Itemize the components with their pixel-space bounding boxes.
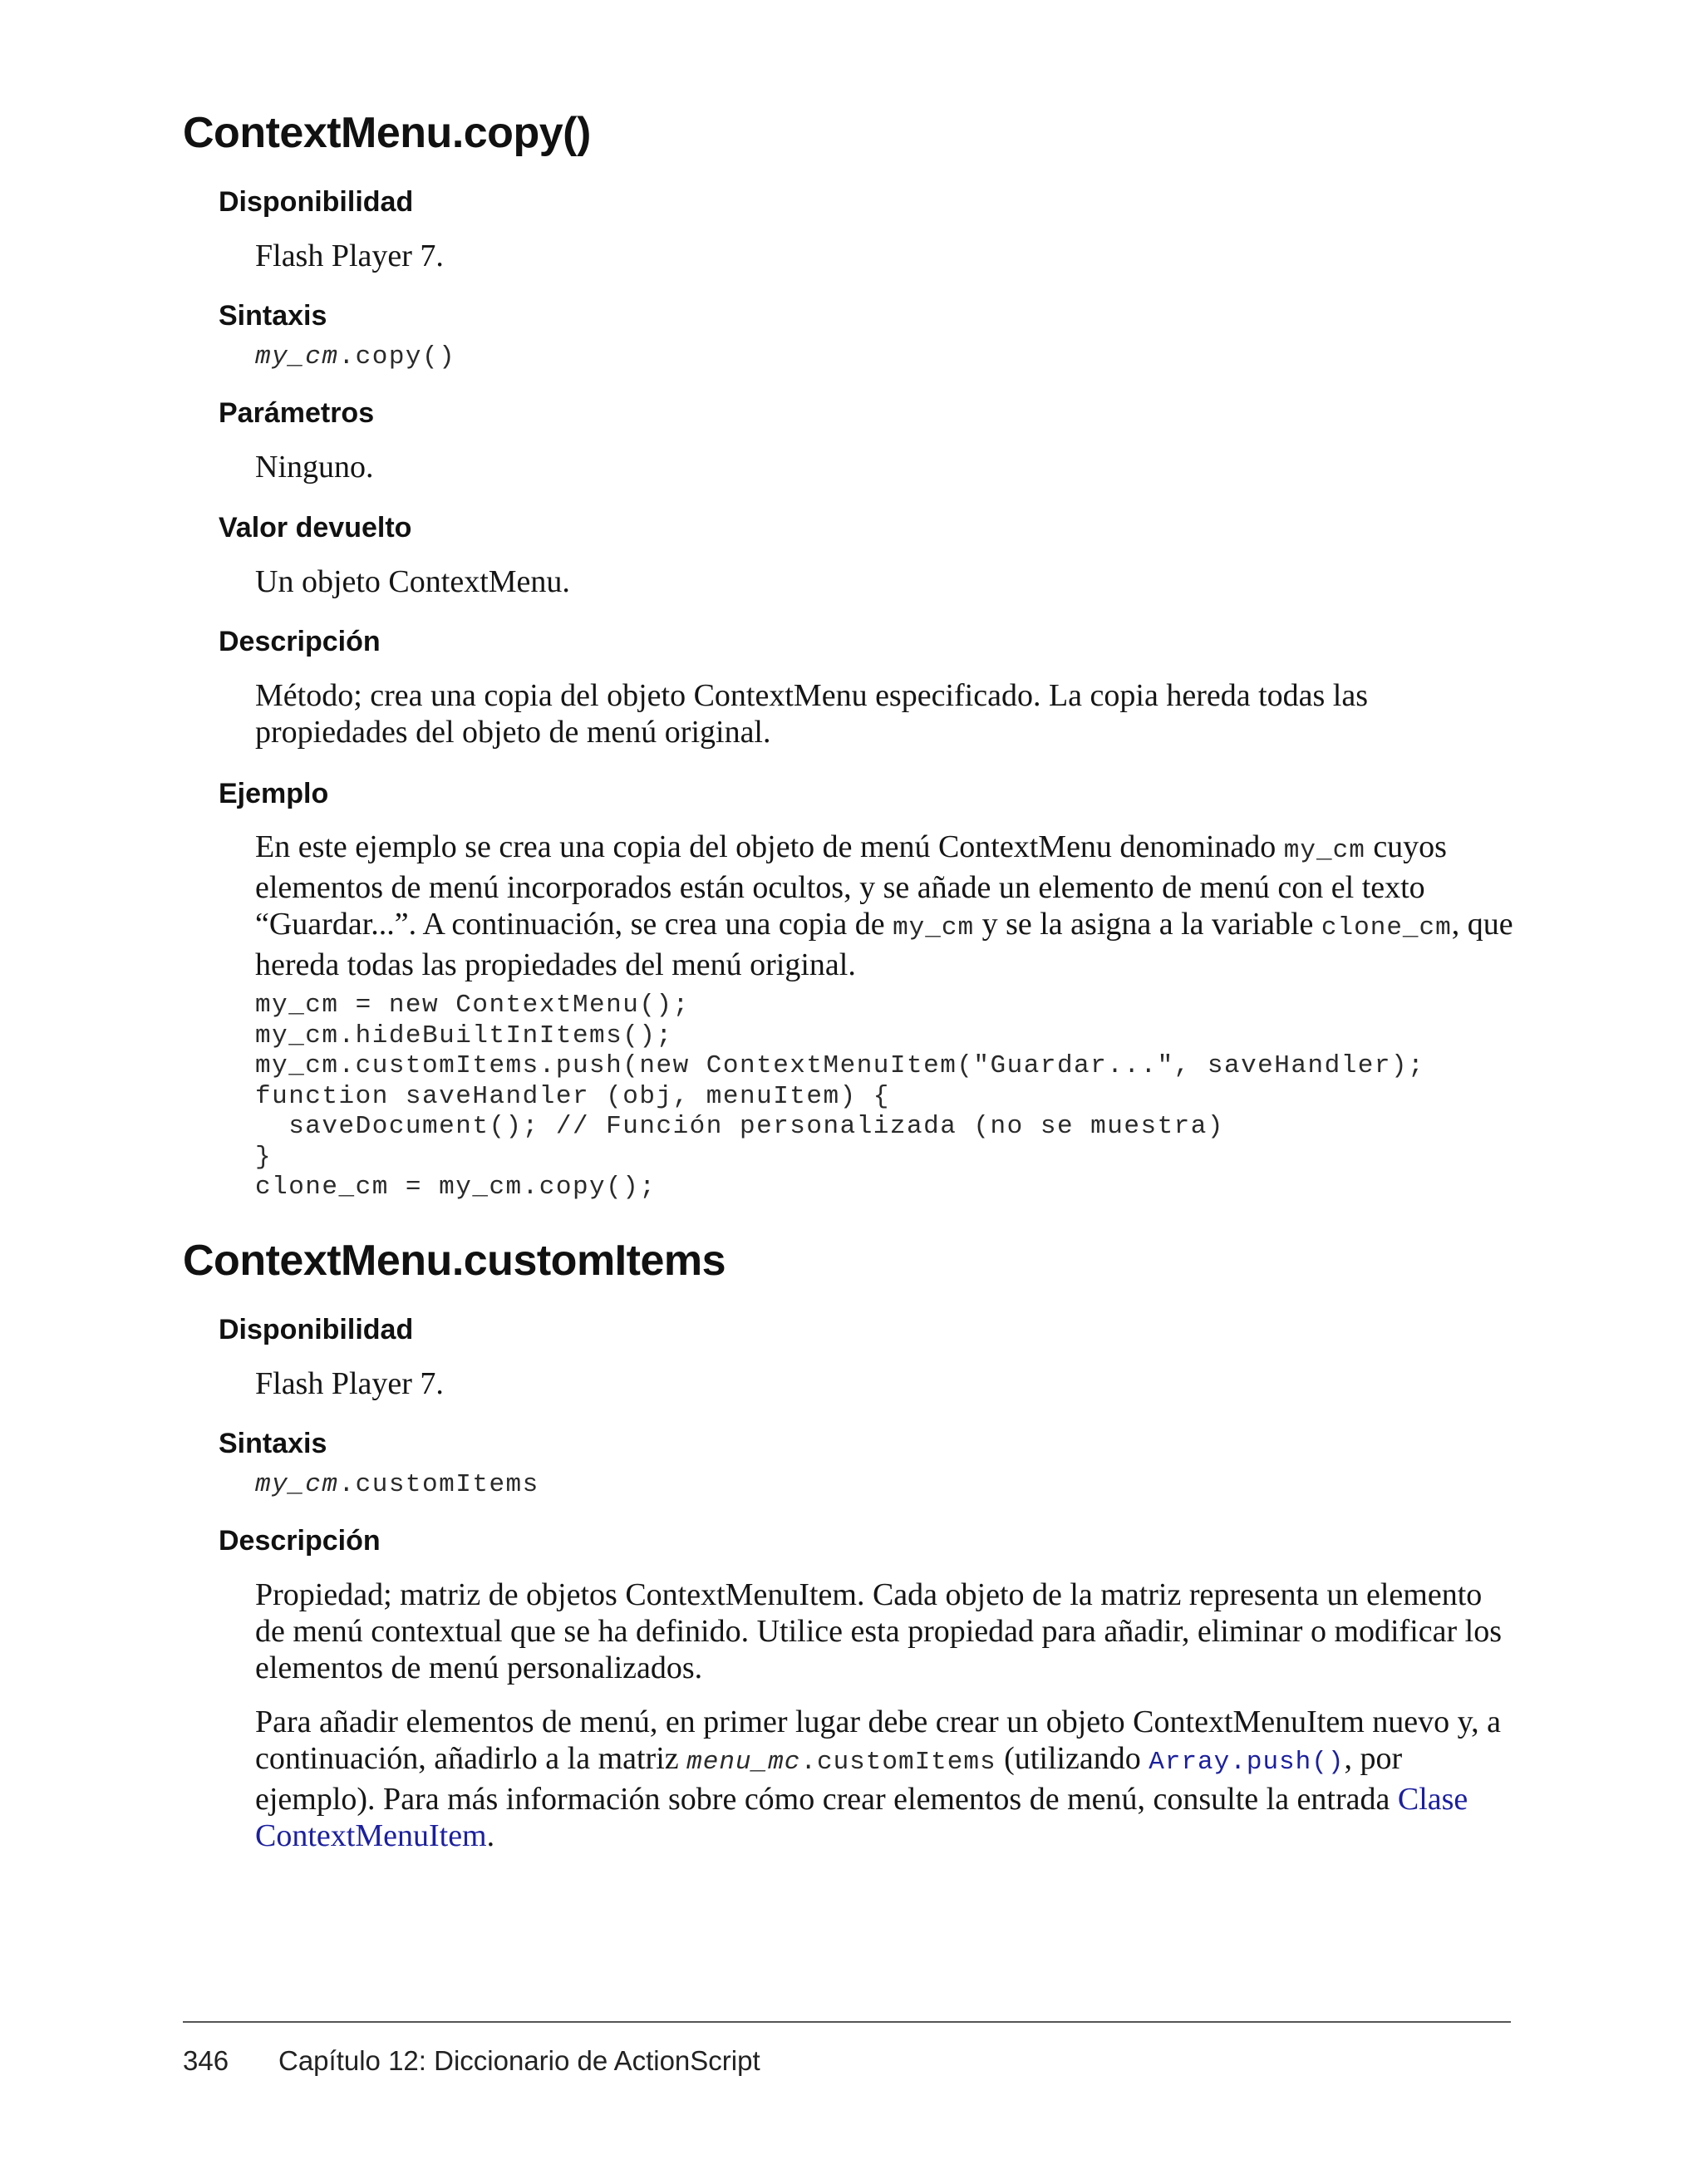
section-title-customitems: ContextMenu.customItems <box>183 1237 726 1285</box>
example-text-part: cuyos elementos de menú incorporados están ocultos, y se añade un elemento de menú con el texto “Guardar...”. A continuación, se crea una copia de <box>255 829 1447 942</box>
example-heading: Ejemplo <box>219 778 329 809</box>
example-text-part: y se la asigna a la variable <box>974 907 1321 942</box>
syntax-code <box>255 1470 539 1501</box>
syntax-object: my_cm <box>255 1470 339 1499</box>
return-text: Un objeto ContextMenu. <box>255 564 570 599</box>
description-text: Método; crea una copia del objeto ContextMenu especificado. La copia hereda todas las propiedades del objeto de menú original. <box>255 678 1368 750</box>
return-heading: Valor devuelto <box>219 512 412 544</box>
description-text: Propiedad; matriz de objetos ContextMenuItem. Cada objeto de la matriz representa un elemento de menú contextual que se ha definido. Utilice esta propiedad para añadir, eliminar o modificar los elementos de menú personalizados. <box>255 1577 1502 1685</box>
example-text-part: En este ejemplo se crea una copia del objeto de menú ContextMenu denominado <box>255 829 1284 864</box>
syntax-heading: Sintaxis <box>219 300 327 332</box>
code-line: my_cm.hideBuiltInItems(); <box>255 1021 673 1050</box>
section-title-copy: ContextMenu.copy() <box>183 109 591 157</box>
description-paragraph-2 <box>255 1704 1518 1854</box>
parameters-heading: Parámetros <box>219 397 375 429</box>
paragraph-text-part: Para añadir elementos de menú, en primer lugar debe crear un objeto ContextMenuItem nuevo y, a continuación, añadirlo a la matriz <box>255 1704 1502 1776</box>
availability-heading: Disponibilidad <box>219 1314 414 1345</box>
syntax-member: .customItems <box>338 1470 539 1499</box>
paragraph-text-part: . <box>486 1818 495 1853</box>
contextmenuitem-class-link[interactable]: Clase ContextMenuItem <box>255 1782 1468 1853</box>
description-heading: Descripción <box>219 626 381 657</box>
syntax-heading: Sintaxis <box>219 1428 327 1459</box>
code-line: saveDocument(); // Función personalizada (no se muestra) <box>255 1112 1224 1141</box>
syntax-member: .copy() <box>338 342 456 371</box>
syntax-object: my_cm <box>255 342 339 371</box>
code-line: my_cm.customItems.push(new ContextMenuItem("Guardar...", saveHandler); <box>255 1051 1425 1080</box>
inline-code-member: .customItems <box>800 1748 996 1777</box>
availability-text: Flash Player 7. <box>255 239 444 273</box>
code-line: function saveHandler (obj, menuItem) { <box>255 1081 890 1111</box>
inline-code: my_cm <box>1283 836 1365 865</box>
paragraph-text-part: (utilizando <box>996 1741 1149 1776</box>
example-text-part: , que hereda todas las propiedades del menú original. <box>255 907 1513 982</box>
paragraph-text-part: , por ejemplo). Para más información sobre cómo crear elementos de menú, consulte la entrada <box>255 1741 1403 1817</box>
code-line: clone_cm = my_cm.copy(); <box>255 1173 657 1202</box>
code-line: } <box>255 1142 273 1172</box>
availability-heading: Disponibilidad <box>219 186 414 218</box>
inline-code: my_cm <box>893 913 975 942</box>
example-text <box>255 829 1518 983</box>
code-line: my_cm = new ContextMenu(); <box>255 991 690 1020</box>
syntax-code <box>255 342 455 373</box>
parameters-text: Ninguno. <box>255 450 374 485</box>
inline-code-object: menu_mc <box>686 1748 801 1777</box>
inline-code: clone_cm <box>1321 913 1452 942</box>
array-push-link[interactable]: Array.push() <box>1149 1748 1345 1777</box>
page-number: 346 <box>183 2045 229 2076</box>
availability-text: Flash Player 7. <box>255 1366 444 1401</box>
description-heading: Descripción <box>219 1525 381 1557</box>
chapter-title: Capítulo 12: Diccionario de ActionScript <box>278 2045 760 2076</box>
code-example <box>255 991 1424 1203</box>
footer-divider <box>183 2021 1511 2023</box>
